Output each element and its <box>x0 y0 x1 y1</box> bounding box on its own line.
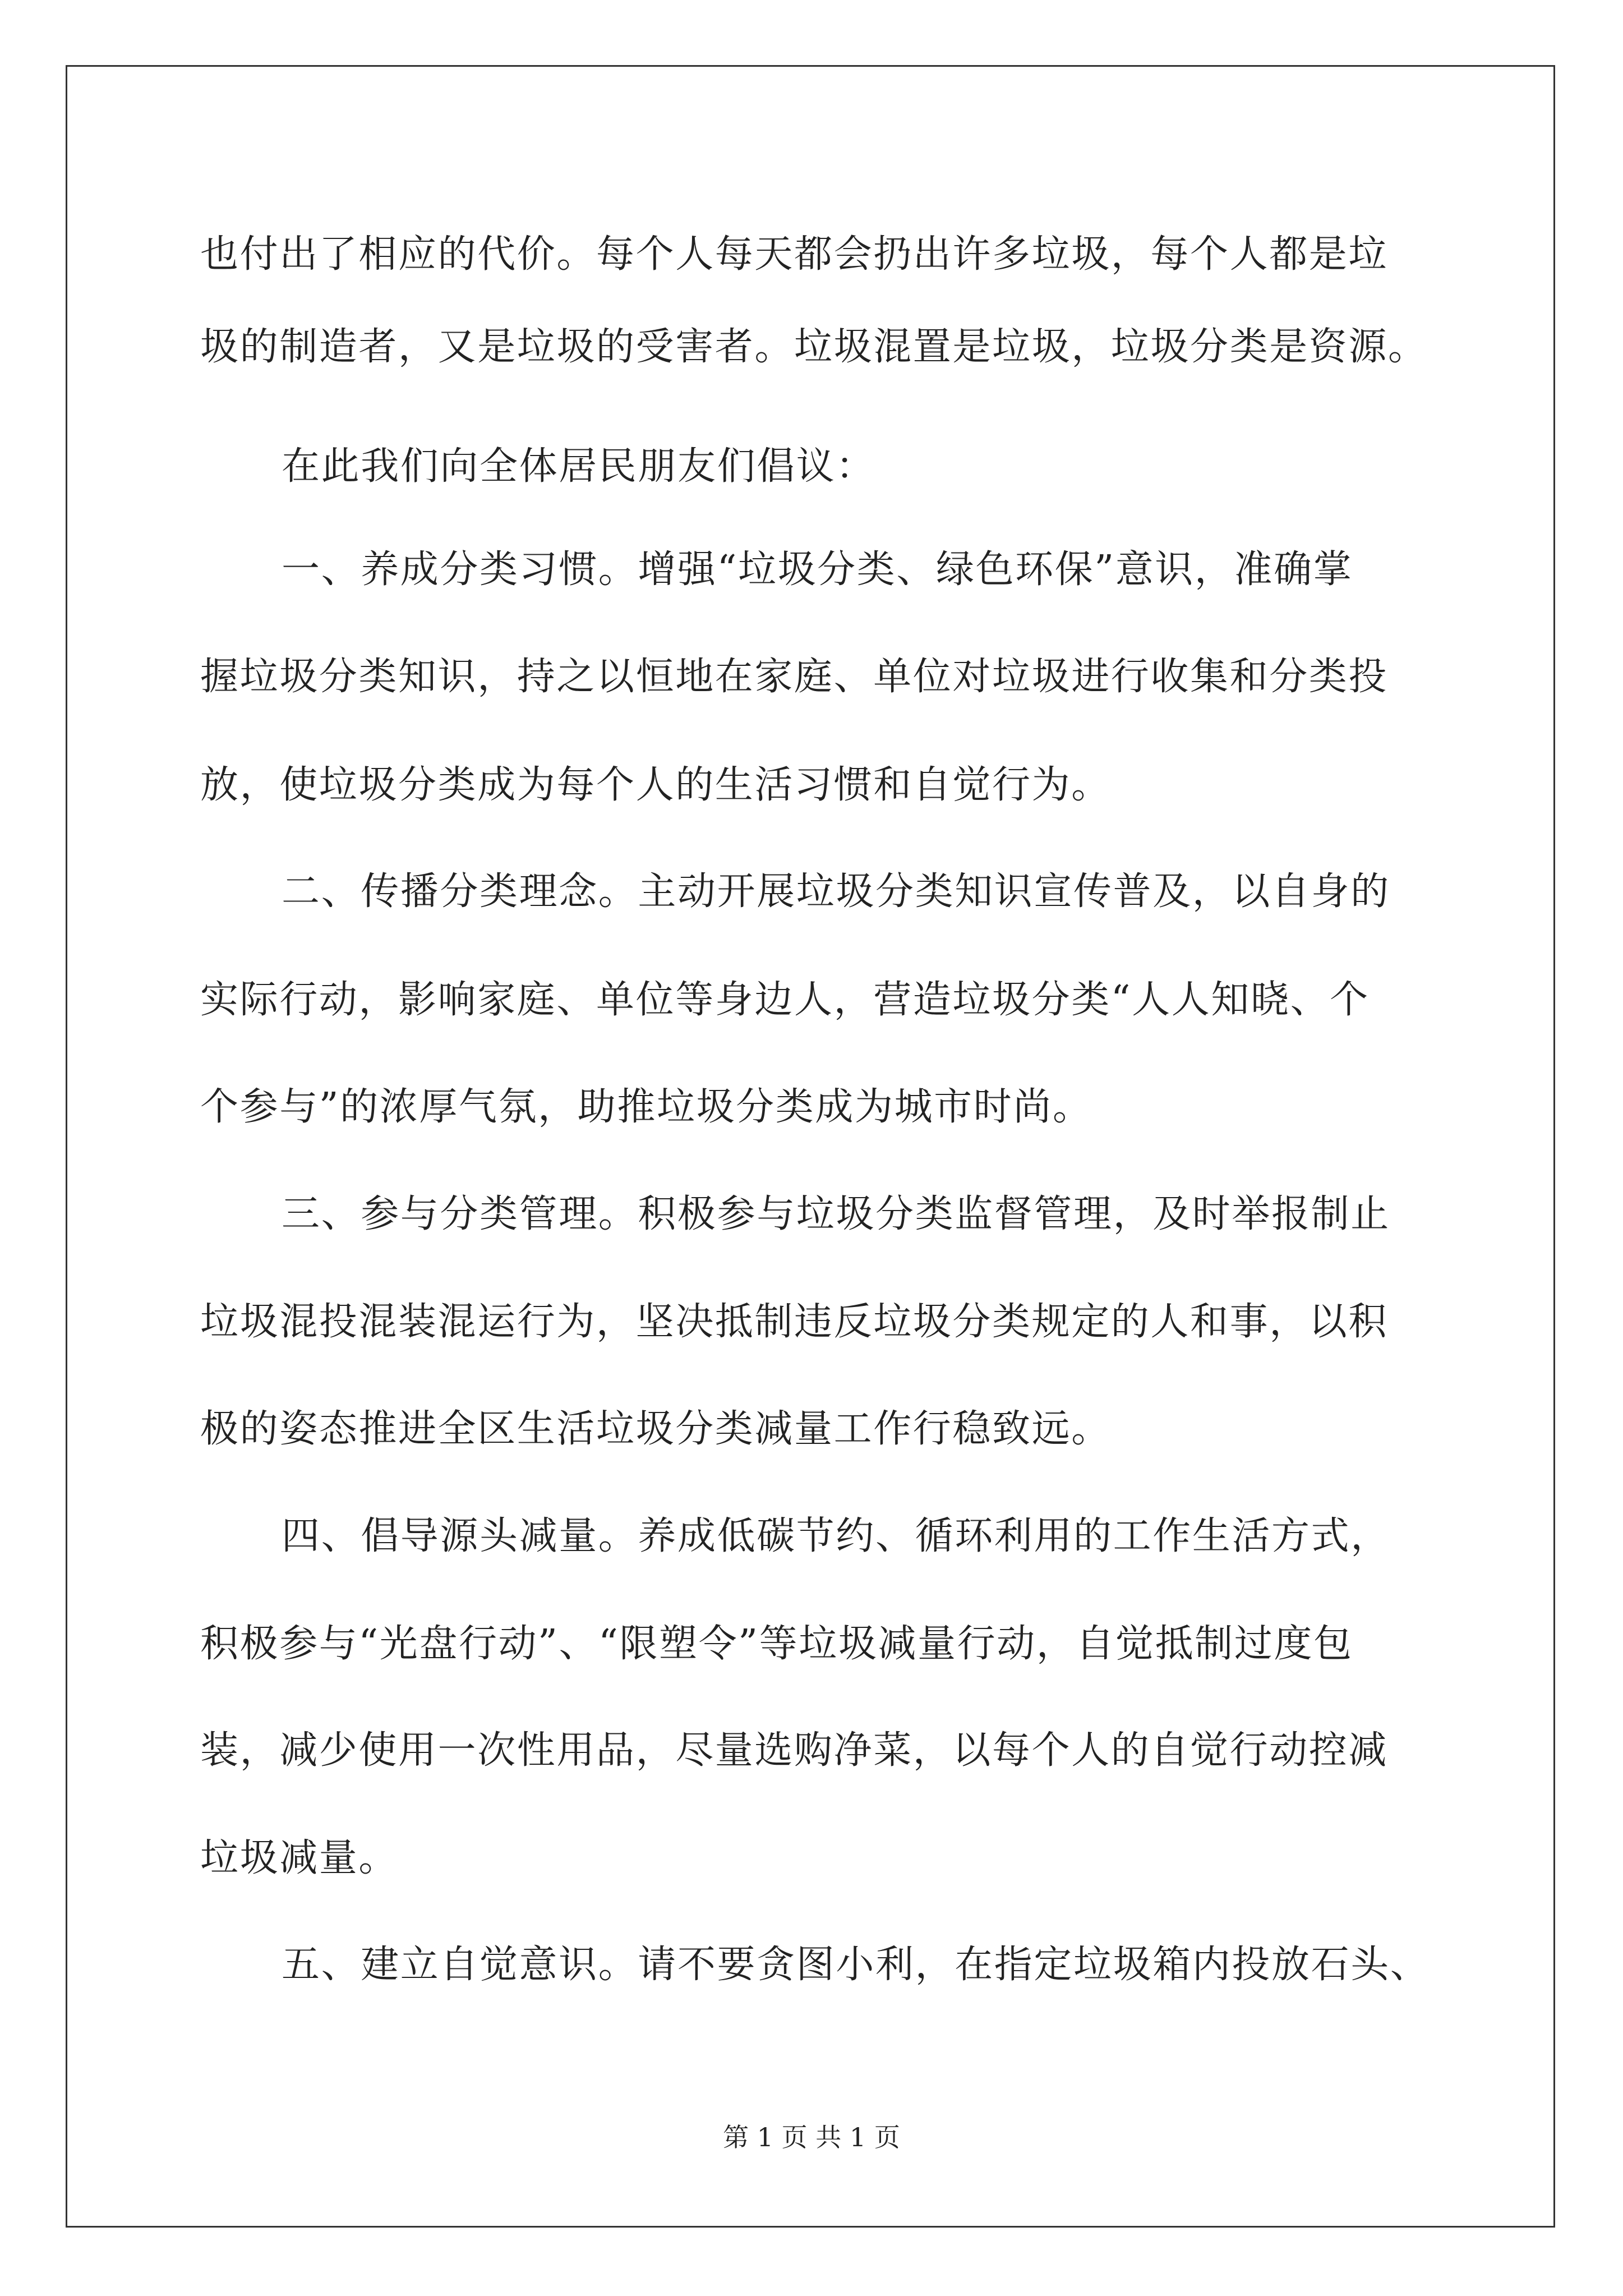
paragraph-line: 垃圾减量。 <box>200 1836 399 1880</box>
paragraph-line: 握垃圾分类知识，持之以恒地在家庭、单位对垃圾进行收集和分类投 <box>200 655 1389 699</box>
paragraph-line: 极的姿态推进全区生活垃圾分类减量工作行稳致远。 <box>200 1407 1111 1451</box>
paragraph-line: 积极参与“光盘行动”、“限塑令”等垃圾减量行动，自觉抵制过度包 <box>200 1622 1353 1666</box>
paragraph-line: 实际行动，影响家庭、单位等身边人，营造垃圾分类“人人知晓、个 <box>200 978 1370 1022</box>
paragraph-line: 一、养成分类习惯。增强“垃圾分类、绿色环保”意识，准确掌 <box>282 547 1353 592</box>
page-number: 第 1 页 共 1 页 <box>723 2122 900 2152</box>
paragraph-line: 五、建立自觉意识。请不要贪图小利，在指定垃圾箱内投放石头、 <box>282 1943 1430 1987</box>
paragraph-line: 三、参与分类管理。积极参与垃圾分类监督管理，及时举报制止 <box>282 1192 1390 1236</box>
paragraph-line: 个参与”的浓厚气氛，助推垃圾分类成为城市时尚。 <box>200 1085 1092 1129</box>
paragraph-line: 装，减少使用一次性用品，尽量选购净菜，以每个人的自觉行动控减 <box>200 1728 1389 1773</box>
paragraph-line: 四、倡导源头减量。养成低碳节约、循环利用的工作生活方式， <box>282 1514 1390 1558</box>
paragraph-line: 放，使垃圾分类成为每个人的生活习惯和自觉行为。 <box>200 763 1111 807</box>
paragraph-line: 二、传播分类理念。主动开展垃圾分类知识宣传普及，以自身的 <box>282 869 1390 914</box>
paragraph-line: 在此我们向全体居民朋友们倡议： <box>282 444 876 489</box>
paragraph-line: 垃圾混投混装混运行为，坚决抵制违反垃圾分类规定的人和事，以积 <box>200 1300 1389 1344</box>
paragraph-line: 也付出了相应的代价。每个人每天都会扔出许多垃圾，每个人都是垃 <box>200 232 1389 277</box>
page-border <box>66 65 1555 2228</box>
paragraph-line: 圾的制造者，又是垃圾的受害者。垃圾混置是垃圾，垃圾分类是资源。 <box>200 325 1428 369</box>
